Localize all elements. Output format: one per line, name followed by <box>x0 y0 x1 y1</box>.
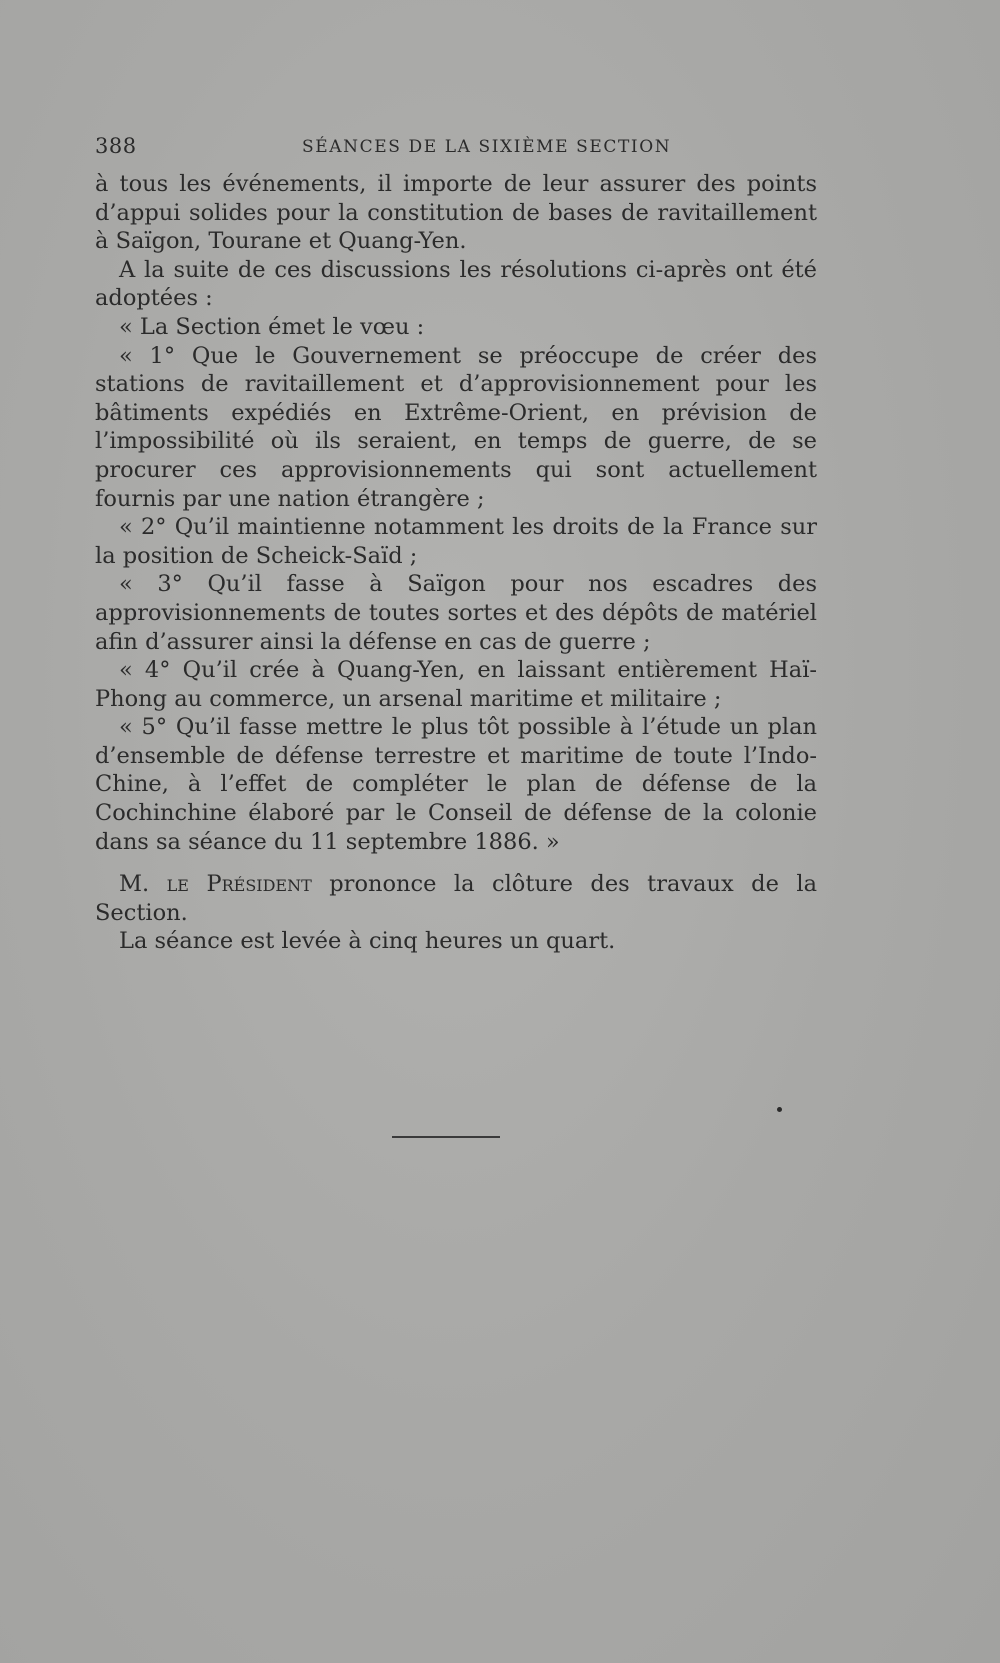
resolution-item-1: « 1° Que le Gouvernement se préoccupe de créer des stations de ravitaillement et d’approvisionnement pour les bâtiments expédiés en Extrême-Orient, en prévision de l’impossibilité où ils seraient, en temps de guerre, de se procurer ces approvisionnements qui sont actuellement fournis par une nation étrangère ; <box>95 342 817 512</box>
resolution-item-5: « 5° Qu’il fasse mettre le plus tôt possible à l’étude un plan d’ensemble de défense terrestre et maritime de toute l’Indo-Chine, à l’effet de compléter le plan de défense de la Cochinchine élaboré par le Conseil de défense de la colonie dans sa séance du 11 septembre 1886. » <box>95 714 817 855</box>
paragraph-resolutions-intro: A la suite de ces discussions les résolutions ci-après ont été adoptées : <box>95 256 817 312</box>
closing-statement: prononce la clôture des travaux de la Section. <box>95 871 817 926</box>
running-title: SÉANCES DE LA SIXIÈME SECTION <box>302 137 672 157</box>
end-rule <box>392 1136 500 1138</box>
resolution-item-2: « 2° Qu’il maintienne notamment les droits de la France sur la position de Scheick-Saïd ; <box>95 514 817 569</box>
paragraph-wish-intro: « La Section émet le vœu : <box>119 313 425 340</box>
adjournment-paragraph: La séance est levée à cinq heures un quart. <box>119 928 616 955</box>
resolution-item-4: « 4° Qu’il crée à Quang-Yen, en laissant entièrement Haï-Phong au commerce, un arsenal maritime et militaire ; <box>95 657 817 712</box>
ink-speck <box>777 1107 782 1112</box>
resolution-item-3: « 3° Qu’il fasse à Saïgon pour nos escadres des approvisionnements de toutes sortes et des dépôts de matériel afin d’assurer ainsi la défense en cas de guerre ; <box>95 571 817 655</box>
body-text <box>95 170 817 956</box>
speaker-name: M. le Président <box>119 871 312 898</box>
page-header <box>95 134 817 164</box>
paragraph-continuation: à tous les événements, il importe de leur assurer des points d’appui solides pour la constitution de bases de ravitaillement à Saïgon, Tourane et Quang-Yen. <box>95 171 817 255</box>
page-number: 388 <box>95 134 137 158</box>
closing-paragraph <box>95 870 817 927</box>
